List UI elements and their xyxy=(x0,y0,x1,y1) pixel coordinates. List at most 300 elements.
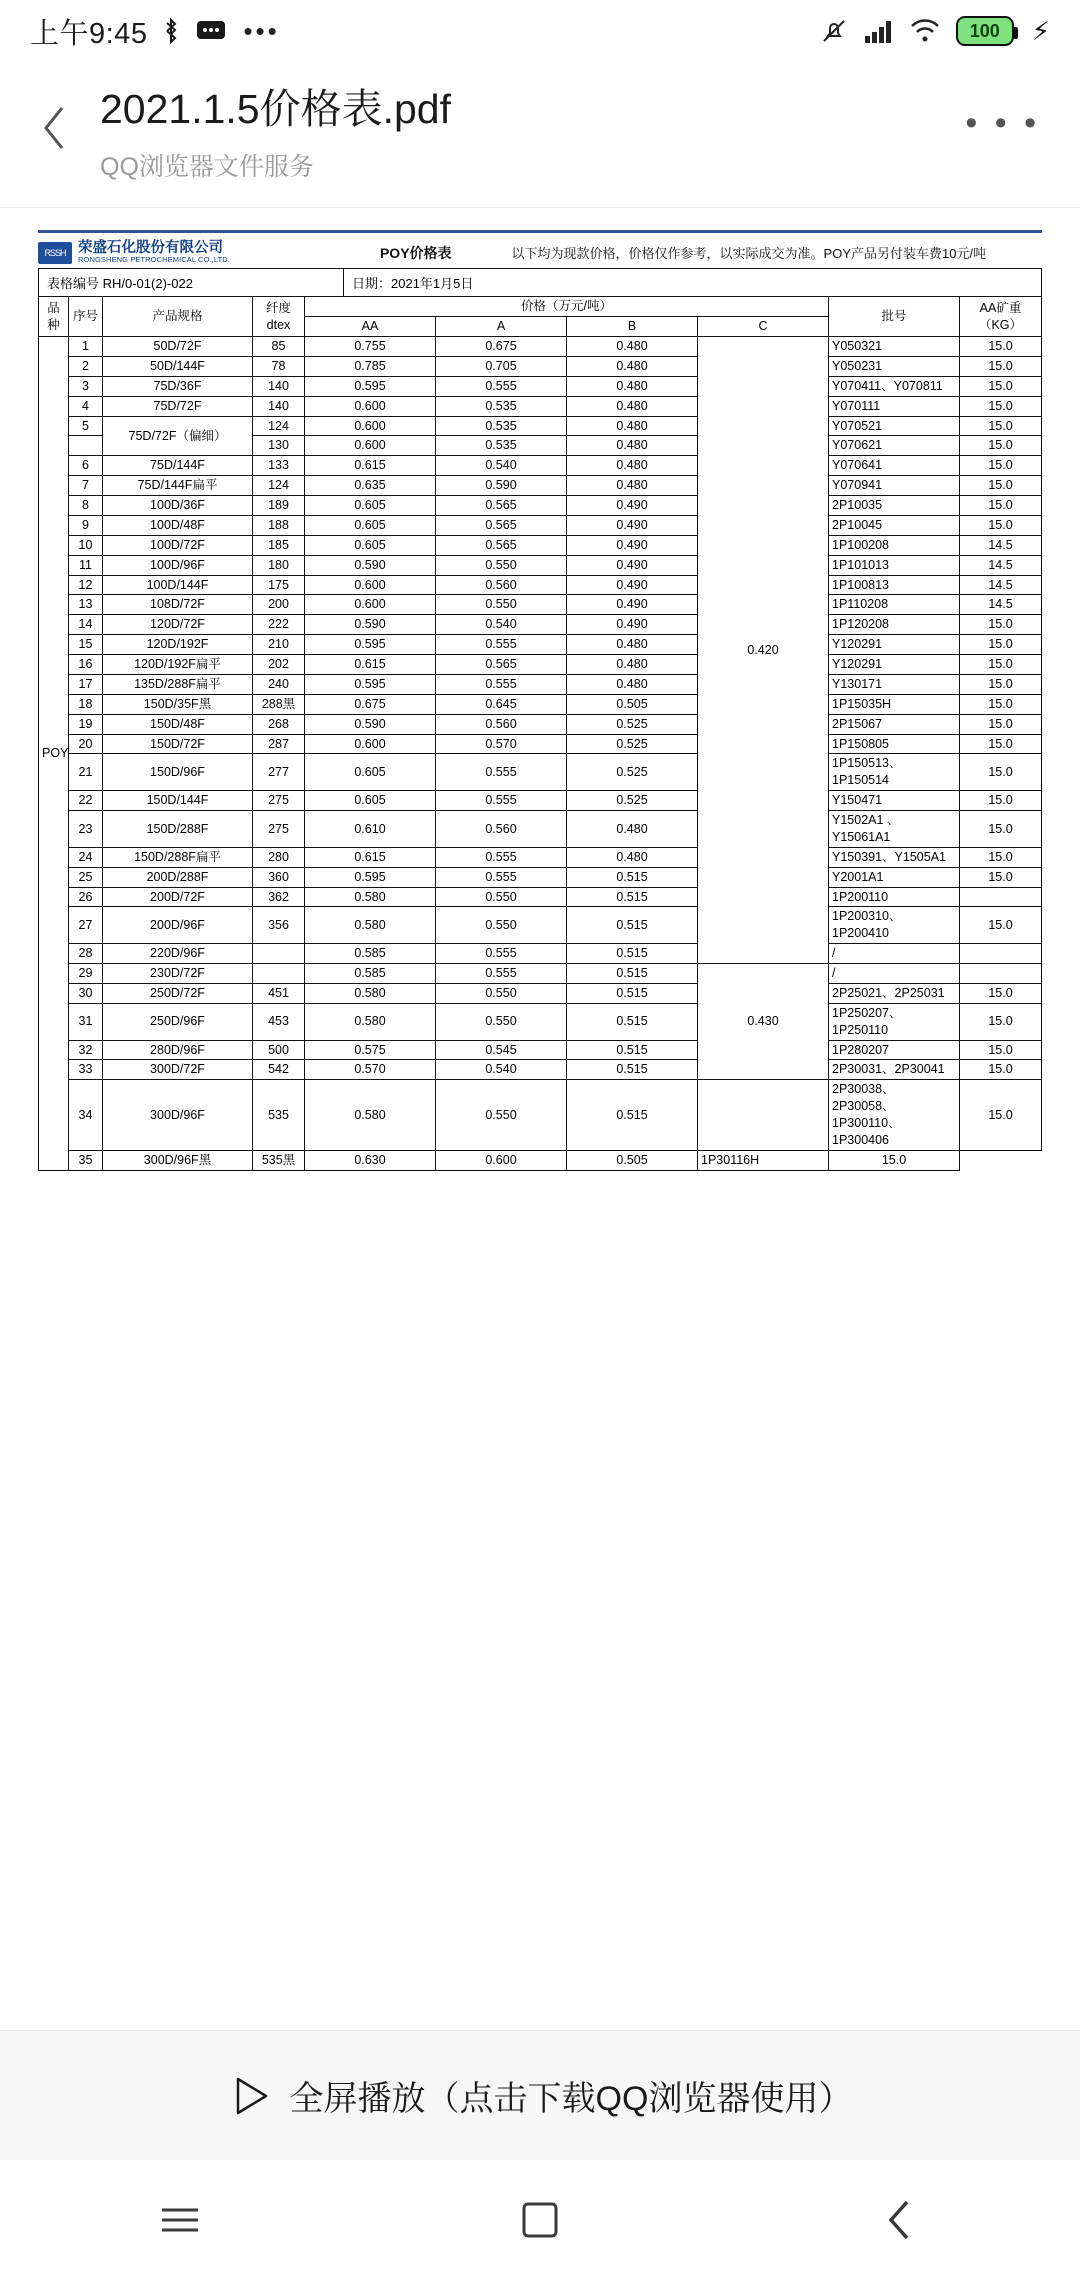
cell-weight: 15.0 xyxy=(960,1040,1042,1060)
charging-bolt-icon: ⚡ xyxy=(1031,15,1050,46)
cell-aa: 0.580 xyxy=(305,907,436,944)
cell-weight: 15.0 xyxy=(960,615,1042,635)
th-aa: AA xyxy=(305,317,436,337)
cell-b: 0.480 xyxy=(567,476,698,496)
cell-aa: 0.755 xyxy=(305,337,436,357)
cell-aa: 0.610 xyxy=(305,811,436,848)
cell-aa: 0.585 xyxy=(305,964,436,984)
table-row xyxy=(39,496,1042,516)
cell-b: 0.515 xyxy=(567,983,698,1003)
table-row xyxy=(39,944,1042,964)
cell-spec: 280D/96F xyxy=(103,1040,253,1060)
cell-spec: 150D/144F xyxy=(103,791,253,811)
cell-batch: Y070621 xyxy=(829,436,960,456)
cell-batch: Y150471 xyxy=(829,791,960,811)
cell-batch: Y120291 xyxy=(829,635,960,655)
cell-aa: 0.595 xyxy=(305,376,436,396)
company-name-en: RONGSHENG PETROCHEMICAL CO.,LTD. xyxy=(78,255,230,265)
cell-b: 0.515 xyxy=(567,1060,698,1080)
table-row xyxy=(39,1150,1042,1170)
cell-b: 0.525 xyxy=(567,791,698,811)
cell-no: 21 xyxy=(69,754,103,791)
table-row xyxy=(39,964,1042,984)
cell-weight: 14.5 xyxy=(960,595,1042,615)
cell-b: 0.515 xyxy=(567,867,698,887)
cell-aa: 0.570 xyxy=(305,1060,436,1080)
cell-a: 0.550 xyxy=(436,555,567,575)
cell-weight: 15.0 xyxy=(960,356,1042,376)
cell-spec: 250D/96F xyxy=(103,1003,253,1040)
cell-no: 25 xyxy=(69,867,103,887)
cell-dtex: 360 xyxy=(253,867,305,887)
table-row xyxy=(39,575,1042,595)
status-bar xyxy=(0,0,1080,62)
cell-batch: Y070641 xyxy=(829,456,960,476)
table-row xyxy=(39,655,1042,675)
cell-spec: 150D/288F扁平 xyxy=(103,847,253,867)
document-title: POY价格表 xyxy=(379,244,452,261)
cell-no: 5 xyxy=(69,416,103,436)
table-row xyxy=(39,456,1042,476)
cell-a: 0.675 xyxy=(436,337,567,357)
form-number: 表格编号 RH/0-01(2)-022 xyxy=(39,269,344,296)
cell-aa: 0.580 xyxy=(305,1003,436,1040)
table-row xyxy=(39,356,1042,376)
cell-aa: 0.675 xyxy=(305,694,436,714)
cell-b: 0.515 xyxy=(567,1003,698,1040)
cell-weight: 15.0 xyxy=(960,694,1042,714)
cell-no: 31 xyxy=(69,1003,103,1040)
table-row xyxy=(39,714,1042,734)
table-row xyxy=(39,476,1042,496)
th-weight-line1: AA矿重 xyxy=(979,300,1022,315)
cell-aa: 0.635 xyxy=(305,476,436,496)
cell-spec: 108D/72F xyxy=(103,595,253,615)
document-meta-row xyxy=(38,268,1042,296)
fullscreen-play-bar[interactable] xyxy=(0,2030,1080,2160)
th-kind: 品种 xyxy=(39,297,69,337)
cell-batch: Y150391、Y1505A1 xyxy=(829,847,960,867)
more-options-button[interactable]: • • • xyxy=(965,104,1040,142)
cell-weight: 14.5 xyxy=(960,575,1042,595)
cell-weight: 15.0 xyxy=(960,907,1042,944)
cell-dtex: 275 xyxy=(253,791,305,811)
cell-aa: 0.605 xyxy=(305,515,436,535)
cell-no: 4 xyxy=(69,396,103,416)
cell-c-group: 0.430 xyxy=(698,964,829,1080)
cell-aa: 0.605 xyxy=(305,535,436,555)
cell-weight: 15.0 xyxy=(960,1080,1042,1151)
cell-b: 0.480 xyxy=(567,655,698,675)
cell-batch: 2P15067 xyxy=(829,714,960,734)
cell-no: 20 xyxy=(69,734,103,754)
table-row xyxy=(39,983,1042,1003)
cell-weight: 15.0 xyxy=(960,867,1042,887)
cell-b: 0.490 xyxy=(567,555,698,575)
cell-batch: 1P200310、1P200410 xyxy=(829,907,960,944)
battery-icon xyxy=(956,16,1014,46)
table-row xyxy=(39,416,1042,436)
cell-a: 0.570 xyxy=(436,734,567,754)
back-button[interactable] xyxy=(40,84,86,159)
company-logo-icon: RSSH xyxy=(38,242,72,264)
cell-batch: 1P200110 xyxy=(829,887,960,907)
cell-spec: 150D/35F黑 xyxy=(103,694,253,714)
document-top-bar xyxy=(38,230,1042,264)
wifi-icon xyxy=(910,18,940,44)
cell-b: 0.525 xyxy=(567,734,698,754)
table-row xyxy=(39,754,1042,791)
cell-weight: 15.0 xyxy=(960,1060,1042,1080)
cell-spec: 75D/144F xyxy=(103,456,253,476)
cell-spec: 300D/72F xyxy=(103,1060,253,1080)
cell-b: 0.480 xyxy=(567,635,698,655)
cell-dtex: 175 xyxy=(253,575,305,595)
table-row xyxy=(39,555,1042,575)
cell-a: 0.550 xyxy=(436,595,567,615)
table-header-row xyxy=(39,297,1042,317)
cell-a: 0.555 xyxy=(436,964,567,984)
cell-weight: 15.0 xyxy=(960,376,1042,396)
th-spec: 产品规格 xyxy=(103,297,253,337)
cell-a: 0.550 xyxy=(436,887,567,907)
cell-dtex: 188 xyxy=(253,515,305,535)
cell-b: 0.515 xyxy=(567,1080,698,1151)
cell-no: 12 xyxy=(69,575,103,595)
cell-aa: 0.600 xyxy=(305,734,436,754)
cell-spec: 100D/72F xyxy=(103,535,253,555)
cell-no: 1 xyxy=(69,337,103,357)
cell-a: 0.555 xyxy=(436,791,567,811)
cell-aa: 0.595 xyxy=(305,635,436,655)
cell-a: 0.540 xyxy=(436,456,567,476)
cell-weight: 15.0 xyxy=(960,496,1042,516)
cell-spec: 200D/96F xyxy=(103,907,253,944)
cell-c xyxy=(698,1080,829,1151)
cell-weight: 15.0 xyxy=(960,635,1042,655)
cell-a: 0.550 xyxy=(436,983,567,1003)
cell-no: 28 xyxy=(69,944,103,964)
cell-spec: 230D/72F xyxy=(103,964,253,984)
cell-no: 23 xyxy=(69,811,103,848)
cell-b: 0.505 xyxy=(567,1150,698,1170)
cell-b: 0.480 xyxy=(567,436,698,456)
cell-batch: Y070941 xyxy=(829,476,960,496)
cell-dtex: 140 xyxy=(253,376,305,396)
cell-no: 9 xyxy=(69,515,103,535)
cell-no: 29 xyxy=(69,964,103,984)
cell-batch: 2P10035 xyxy=(829,496,960,516)
cell-a: 0.535 xyxy=(436,416,567,436)
cell-dtex: 222 xyxy=(253,615,305,635)
cell-aa: 0.600 xyxy=(305,436,436,456)
cell-spec: 75D/144F扁平 xyxy=(103,476,253,496)
cell-weight: 14.5 xyxy=(960,535,1042,555)
page-title: 2021.1.5价格表.pdf xyxy=(100,86,451,132)
cell-dtex: 200 xyxy=(253,595,305,615)
table-row xyxy=(39,887,1042,907)
table-row xyxy=(39,1003,1042,1040)
cell-dtex: 453 xyxy=(253,1003,305,1040)
cell-spec: 300D/96F黑 xyxy=(103,1150,253,1170)
cell-no: 8 xyxy=(69,496,103,516)
cell-spec: 100D/96F xyxy=(103,555,253,575)
cell-dtex: 130 xyxy=(253,436,305,456)
play-bar-label: 全屏播放（点击下载QQ浏览器使用） xyxy=(289,2080,853,2118)
cell-batch: / xyxy=(829,964,960,984)
table-row xyxy=(39,337,1042,357)
cell-no: 14 xyxy=(69,615,103,635)
cell-spec: 200D/72F xyxy=(103,887,253,907)
back-icon[interactable] xyxy=(840,2160,960,2280)
cell-batch: 1P120208 xyxy=(829,615,960,635)
pdf-page xyxy=(0,230,1080,1170)
cell-spec: 75D/72F（偏细） xyxy=(103,416,253,456)
cell-dtex: 240 xyxy=(253,674,305,694)
cell-weight: 15.0 xyxy=(960,655,1042,675)
menu-icon[interactable] xyxy=(120,2160,240,2280)
cell-a: 0.555 xyxy=(436,376,567,396)
cell-batch: 1P100208 xyxy=(829,535,960,555)
cell-b: 0.480 xyxy=(567,356,698,376)
cell-aa: 0.600 xyxy=(305,396,436,416)
cell-no: 3 xyxy=(69,376,103,396)
cell-b: 0.490 xyxy=(567,615,698,635)
company-names xyxy=(78,241,230,264)
cell-dtex: 277 xyxy=(253,754,305,791)
cell-aa: 0.605 xyxy=(305,496,436,516)
cell-a: 0.600 xyxy=(436,1150,567,1170)
cell-dtex: 356 xyxy=(253,907,305,944)
cell-b: 0.480 xyxy=(567,674,698,694)
cell-dtex: 362 xyxy=(253,887,305,907)
cell-batch: 1P280207 xyxy=(829,1040,960,1060)
cell-dtex: 189 xyxy=(253,496,305,516)
cell-aa: 0.605 xyxy=(305,754,436,791)
cell-no: 7 xyxy=(69,476,103,496)
cell-a: 0.565 xyxy=(436,655,567,675)
table-row xyxy=(39,635,1042,655)
home-icon[interactable] xyxy=(480,2160,600,2280)
cell-dtex: 535 xyxy=(253,1080,305,1151)
th-weight xyxy=(960,297,1042,337)
cell-weight: 15.0 xyxy=(960,416,1042,436)
cell-a: 0.555 xyxy=(436,944,567,964)
page-header xyxy=(0,62,1080,201)
cell-dtex: 180 xyxy=(253,555,305,575)
cell-b: 0.515 xyxy=(567,944,698,964)
cell-batch: Y050321 xyxy=(829,337,960,357)
cell-a: 0.560 xyxy=(436,575,567,595)
cell-spec: 200D/288F xyxy=(103,867,253,887)
cell-batch: Y130171 xyxy=(829,674,960,694)
cell-a: 0.560 xyxy=(436,714,567,734)
cell-a: 0.540 xyxy=(436,615,567,635)
cell-weight: 15.0 xyxy=(960,847,1042,867)
cell-no: 26 xyxy=(69,887,103,907)
cell-b: 0.525 xyxy=(567,754,698,791)
status-left-icons xyxy=(163,16,279,47)
document-date: 日期：2021年1月5日 xyxy=(352,276,474,292)
cell-batch: 1P150513、1P150514 xyxy=(829,754,960,791)
cell-aa: 0.580 xyxy=(305,983,436,1003)
cell-no: 2 xyxy=(69,356,103,376)
cell-weight: 15.0 xyxy=(960,436,1042,456)
cell-aa: 0.595 xyxy=(305,674,436,694)
cell-b: 0.480 xyxy=(567,337,698,357)
cell-dtex: 500 xyxy=(253,1040,305,1060)
cell-a: 0.565 xyxy=(436,535,567,555)
cell-batch: 1P30116H xyxy=(698,1150,829,1170)
cell-dtex: 210 xyxy=(253,635,305,655)
cell-b: 0.515 xyxy=(567,964,698,984)
cell-weight: 15.0 xyxy=(960,337,1042,357)
cell-batch: / xyxy=(829,944,960,964)
cell-dtex: 280 xyxy=(253,847,305,867)
cell-dtex xyxy=(253,944,305,964)
cell-weight: 15.0 xyxy=(960,754,1042,791)
table-row xyxy=(39,376,1042,396)
cell-a: 0.555 xyxy=(436,867,567,887)
cell-dtex: 288黑 xyxy=(253,694,305,714)
cell-dtex: 124 xyxy=(253,476,305,496)
cell-a: 0.705 xyxy=(436,356,567,376)
cell-b: 0.525 xyxy=(567,714,698,734)
cell-no: 15 xyxy=(69,635,103,655)
cell-b: 0.505 xyxy=(567,694,698,714)
cell-aa: 0.580 xyxy=(305,887,436,907)
cell-no: 24 xyxy=(69,847,103,867)
cell-dtex: 140 xyxy=(253,396,305,416)
mute-bell-icon xyxy=(820,17,848,45)
cell-spec: 50D/144F xyxy=(103,356,253,376)
cell-dtex: 133 xyxy=(253,456,305,476)
cell-weight xyxy=(960,944,1042,964)
price-table xyxy=(38,296,1042,1170)
table-row xyxy=(39,847,1042,867)
th-price-group: 价格（万元/吨） xyxy=(305,297,829,317)
cell-dtex: 78 xyxy=(253,356,305,376)
company-name-cn: 荣盛石化股份有限公司 xyxy=(78,240,223,257)
battery-level: 100 xyxy=(969,20,1000,41)
cell-a: 0.550 xyxy=(436,907,567,944)
more-dots-icon: ••• xyxy=(243,15,280,46)
cell-a: 0.550 xyxy=(436,1080,567,1151)
cell-weight: 14.5 xyxy=(960,555,1042,575)
cell-weight xyxy=(960,964,1042,984)
cell-spec: 150D/288F xyxy=(103,811,253,848)
cell-b: 0.515 xyxy=(567,1040,698,1060)
document-note: 以下均为现款价格，价格仅作参考，以实际成交为准。POY产品另付装车费10元/吨 xyxy=(511,246,987,262)
cell-no: 19 xyxy=(69,714,103,734)
cell-aa: 0.615 xyxy=(305,655,436,675)
cell-batch: Y070521 xyxy=(829,416,960,436)
cell-spec: 120D/192F扁平 xyxy=(103,655,253,675)
th-batch: 批号 xyxy=(829,297,960,337)
cell-no: 16 xyxy=(69,655,103,675)
cell-b: 0.480 xyxy=(567,396,698,416)
cell-no xyxy=(69,436,103,456)
cell-weight: 15.0 xyxy=(960,396,1042,416)
cell-a: 0.565 xyxy=(436,515,567,535)
table-row xyxy=(39,791,1042,811)
cell-dtex: 124 xyxy=(253,416,305,436)
status-time: 上午9:45 xyxy=(30,17,148,50)
cell-weight: 15.0 xyxy=(960,791,1042,811)
cell-batch: 1P250207、1P250110 xyxy=(829,1003,960,1040)
cell-aa: 0.580 xyxy=(305,1080,436,1151)
cell-aa: 0.630 xyxy=(305,1150,436,1170)
table-row xyxy=(39,674,1042,694)
cell-b: 0.480 xyxy=(567,416,698,436)
cell-no: 33 xyxy=(69,1060,103,1080)
cell-batch: 2P25021、2P25031 xyxy=(829,983,960,1003)
cell-b: 0.480 xyxy=(567,376,698,396)
page-subtitle: QQ浏览器文件服务 xyxy=(100,153,314,182)
cell-aa: 0.600 xyxy=(305,575,436,595)
cell-b: 0.490 xyxy=(567,496,698,516)
table-row xyxy=(39,535,1042,555)
cell-dtex xyxy=(253,964,305,984)
cell-dtex: 535黑 xyxy=(253,1150,305,1170)
th-a: A xyxy=(436,317,567,337)
cell-a: 0.645 xyxy=(436,694,567,714)
table-row xyxy=(39,734,1042,754)
cell-batch: 1P150805 xyxy=(829,734,960,754)
cell-b: 0.490 xyxy=(567,535,698,555)
cell-spec: 75D/36F xyxy=(103,376,253,396)
cell-a: 0.545 xyxy=(436,1040,567,1060)
cell-batch: Y1502A1 、Y15061A1 xyxy=(829,811,960,848)
cell-a: 0.540 xyxy=(436,1060,567,1080)
cell-dtex: 268 xyxy=(253,714,305,734)
cell-no: 35 xyxy=(69,1150,103,1170)
cell-weight: 15.0 xyxy=(960,674,1042,694)
cell-dtex: 451 xyxy=(253,983,305,1003)
table-row xyxy=(39,811,1042,848)
cell-aa: 0.605 xyxy=(305,791,436,811)
cell-b: 0.480 xyxy=(567,847,698,867)
th-no: 序号 xyxy=(69,297,103,337)
cell-batch: 1P110208 xyxy=(829,595,960,615)
cell-aa: 0.615 xyxy=(305,456,436,476)
bluetooth-icon xyxy=(163,17,179,45)
header-text xyxy=(86,84,960,183)
cell-aa: 0.615 xyxy=(305,847,436,867)
document-viewer[interactable] xyxy=(0,208,1080,1170)
cell-aa: 0.590 xyxy=(305,714,436,734)
table-row xyxy=(39,867,1042,887)
cell-aa: 0.785 xyxy=(305,356,436,376)
cell-aa: 0.575 xyxy=(305,1040,436,1060)
cell-weight: 15.0 xyxy=(960,983,1042,1003)
cell-a: 0.555 xyxy=(436,674,567,694)
table-row xyxy=(39,1060,1042,1080)
table-row xyxy=(39,615,1042,635)
cell-no: 18 xyxy=(69,694,103,714)
cell-a: 0.560 xyxy=(436,811,567,848)
cell-spec: 135D/288F扁平 xyxy=(103,674,253,694)
cell-aa: 0.600 xyxy=(305,595,436,615)
company-logo xyxy=(38,241,230,264)
cell-b: 0.490 xyxy=(567,515,698,535)
cell-b: 0.515 xyxy=(567,907,698,944)
cell-no: 17 xyxy=(69,674,103,694)
cell-no: 32 xyxy=(69,1040,103,1060)
cell-spec: 250D/72F xyxy=(103,983,253,1003)
cell-spec: 75D/72F xyxy=(103,396,253,416)
cell-aa: 0.585 xyxy=(305,944,436,964)
